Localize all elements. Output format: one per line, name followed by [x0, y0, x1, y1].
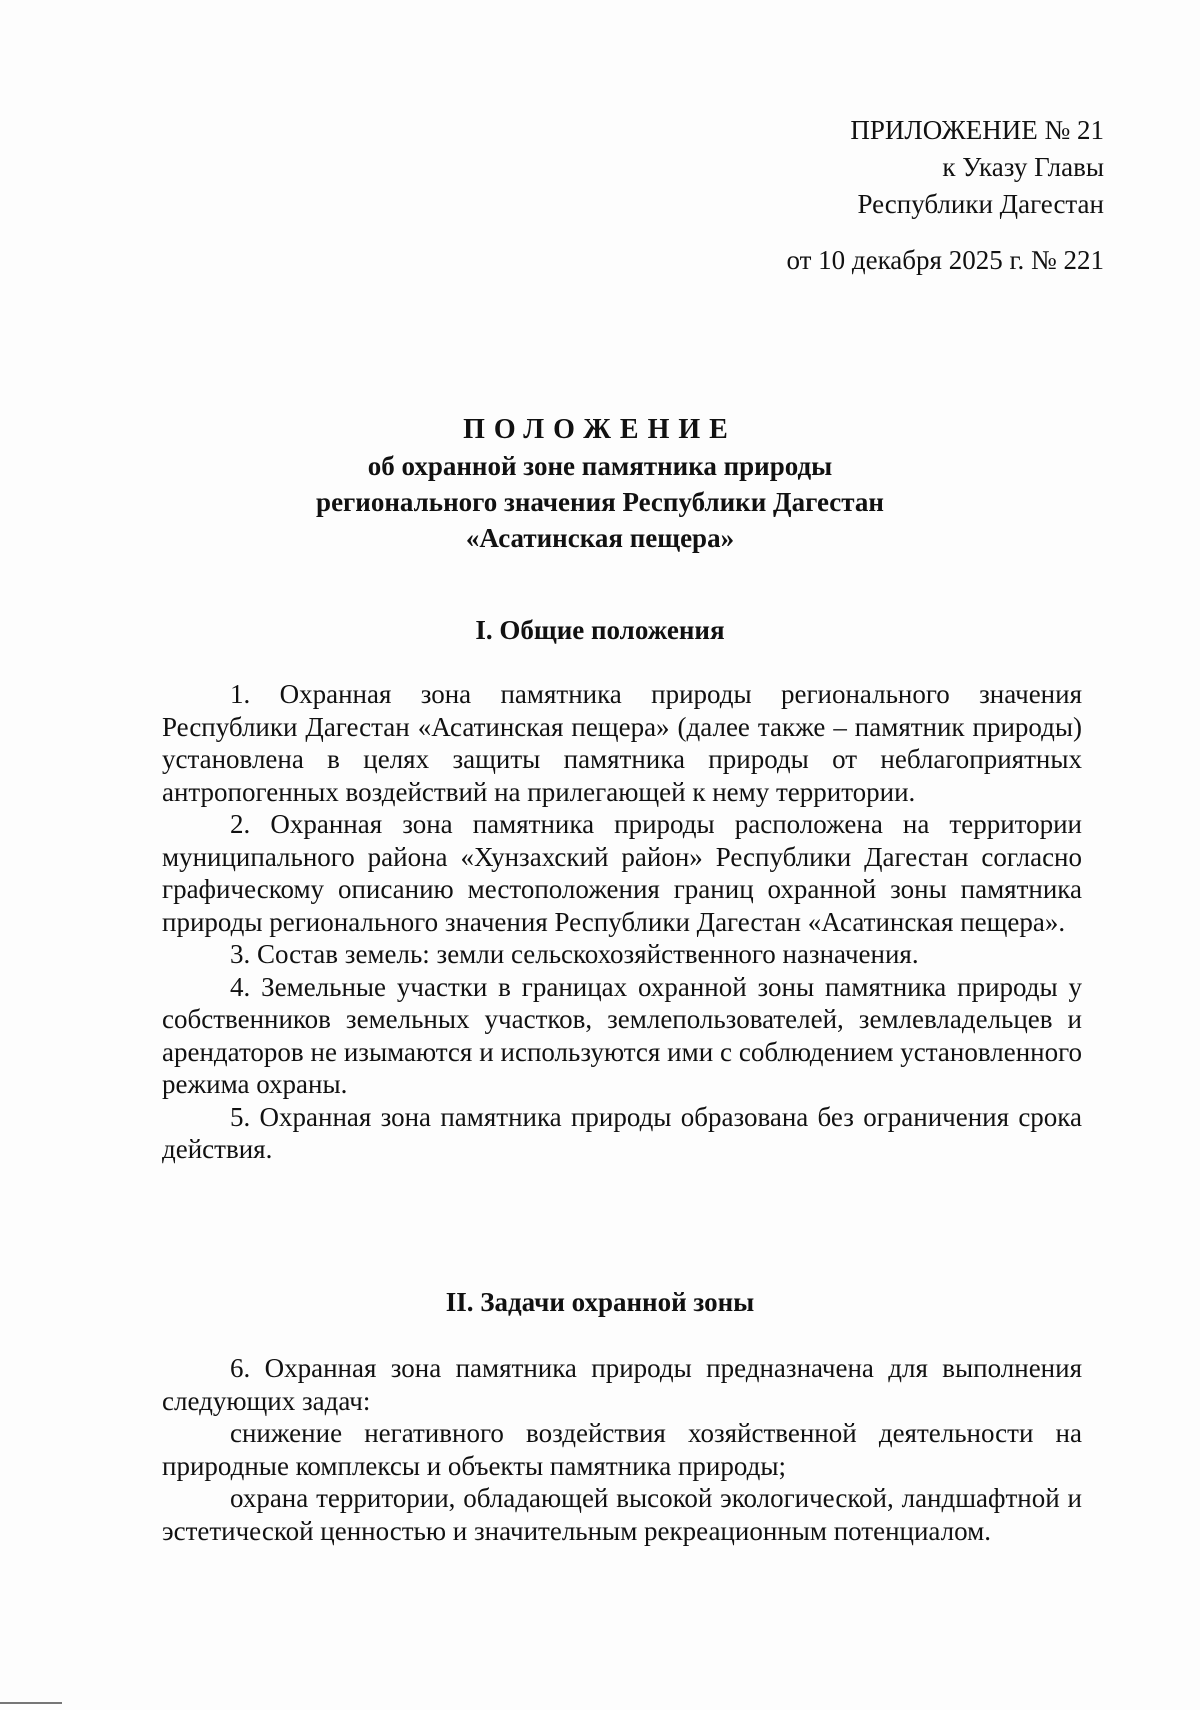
task-item-1: снижение негативного воздействия хозяйственной деятельности на природные комплексы и объекты памятника природы; — [162, 1418, 1082, 1481]
title-main: ПОЛОЖЕНИЕ — [463, 414, 737, 445]
title-line-1: об охранной зоне памятника природы — [367, 451, 833, 481]
task-item-2: охрана территории, обладающей высокой экологической, ландшафтной и эстетической ценностью и значительным рекреационным потенциалом. — [162, 1483, 1082, 1546]
paragraph-6: 6. Охранная зона памятника природы предназначена для выполнения следующих задач: — [162, 1353, 1082, 1416]
appendix-number: ПРИЛОЖЕНИЕ № 21 — [850, 115, 1104, 145]
paragraph-5: 5. Охранная зона памятника природы образована без ограничения срока действия. — [162, 1101, 1082, 1164]
paragraph-1: 1. Охранная зона памятника природы регионального значения Республики Дагестан «Асатинская пещера» (далее также – памятник природы) установлена в целях защиты памятника природы от неблагоприятных антропогенных воздействий на прилегающей к нему территории. — [162, 679, 1082, 807]
paragraph-3: 3. Состав земель: земли сельскохозяйственного назначения. — [230, 939, 919, 969]
section-1-body — [162, 678, 1082, 1166]
appendix-date: от 10 декабря 2025 г. № 221 — [786, 245, 1104, 275]
section-2-body — [162, 1352, 1082, 1547]
paragraph-2: 2. Охранная зона памятника природы расположена на территории муниципального района «Хунзахский район» Республики Дагестан согласно графическому описанию местоположения границ охранной зоны памятника природы регионального значения Республики Дагестан «Асатинская пещера». — [162, 809, 1082, 937]
scan-edge-mark — [0, 1702, 62, 1704]
section-1-heading: I. Общие положения — [475, 615, 725, 645]
paragraph-4: 4. Земельные участки в границах охранной зоны памятника природы у собственников земельных участков, землепользователей, землевладельцев и арендаторов не изымаются и используются ими с соблюдением установленного режима охраны. — [162, 971, 1082, 1099]
appendix-decree-ref: к Указу Главы — [942, 152, 1104, 182]
appendix-header — [684, 112, 1104, 279]
section-2-heading: II. Задачи охранной зоны — [445, 1287, 755, 1317]
title-line-2: регионального значения Республики Дагестан — [316, 487, 884, 517]
title-line-3: «Асатинская пещера» — [465, 523, 735, 553]
appendix-republic: Республики Дагестан — [857, 189, 1104, 219]
document-title — [150, 412, 1050, 556]
